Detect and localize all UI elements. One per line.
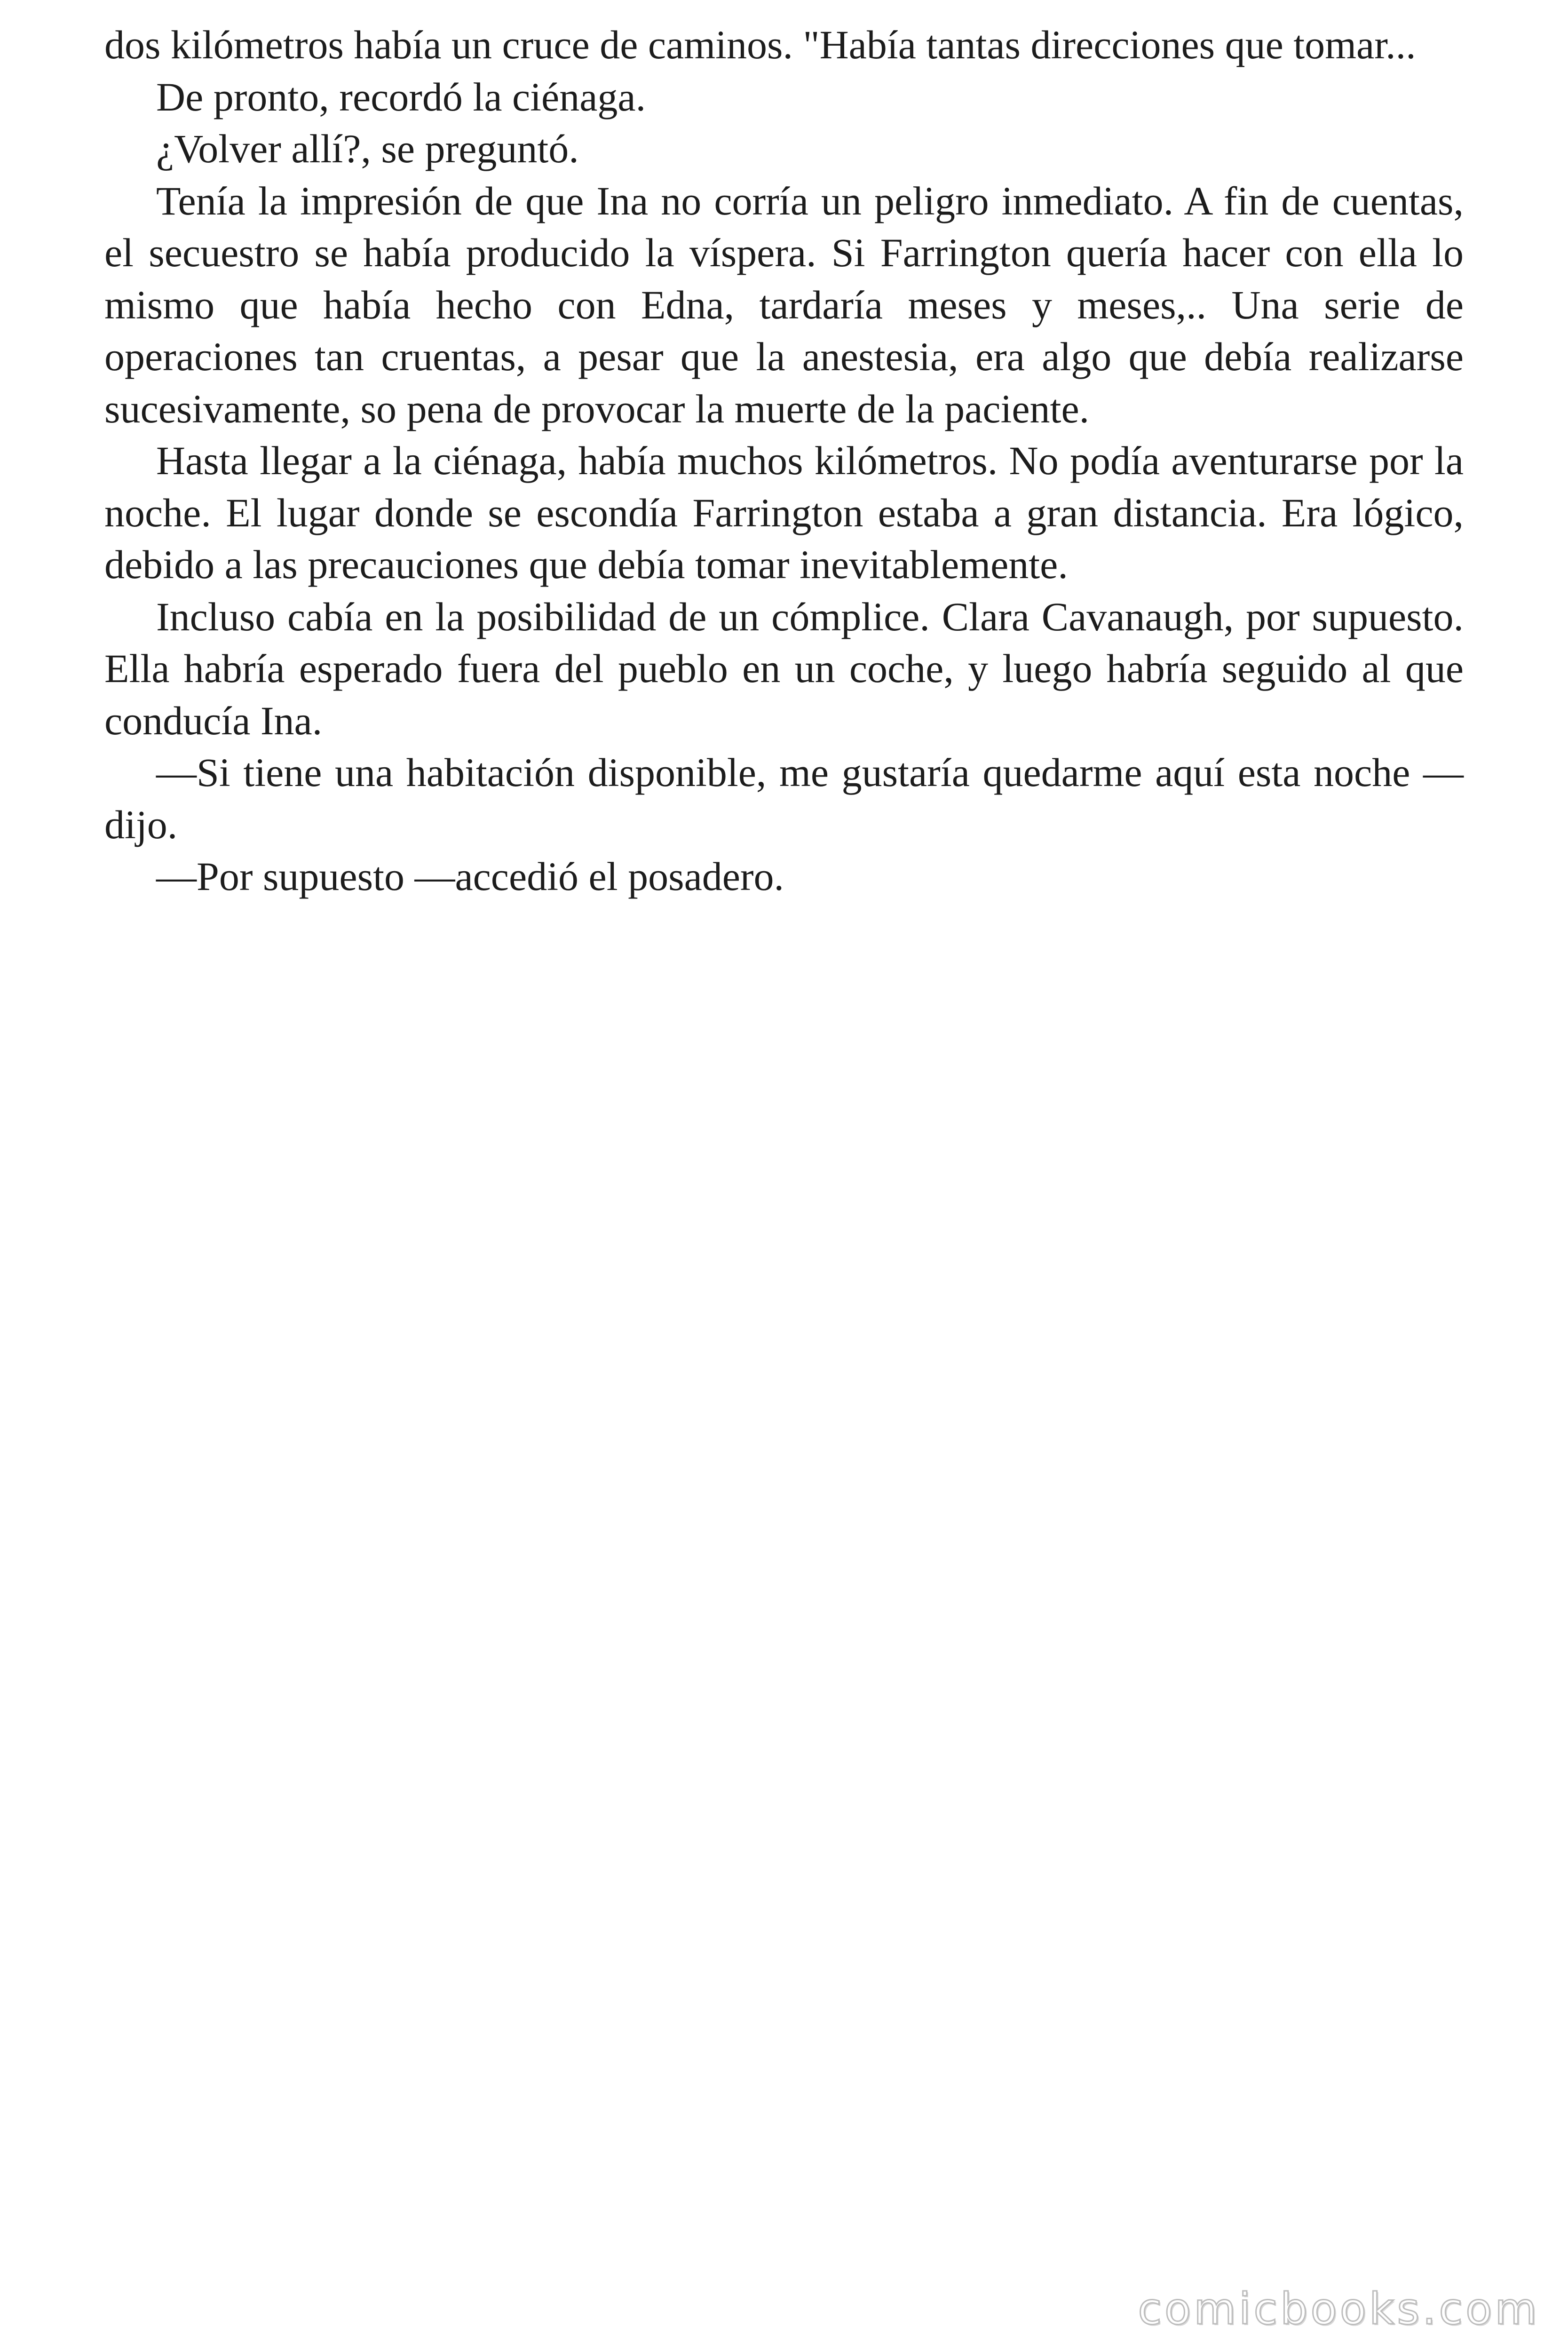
paragraph: De pronto, recordó la ciénaga. — [156, 74, 646, 119]
dialogue-paragraph: —Por supuesto —accedió el posadero. — [156, 854, 784, 899]
paragraph: Hasta llegar a la ciénaga, había muchos kilómetros. No podía aventurarse por la noche. El lugar donde se escondía Farrington estaba a gran distancia. Era lógico, debido a las precauciones que debía tomar inevitablemente. — [104, 438, 1464, 587]
paragraph: Incluso cabía en la posibilidad de un cómplice. Clara Cavanaugh, por supuesto. Ella habría esperado fuera del pueblo en un coche, y luego habría seguido al que conducía Ina. — [104, 594, 1464, 743]
watermark: comicbooks.com — [1138, 2284, 1540, 2334]
dialogue-paragraph: —Si tiene una habitación disponible, me gustaría quedarme aquí esta noche —dijo. — [104, 750, 1464, 847]
paragraph: Tenía la impresión de que Ina no corría un peligro inmediato. A fin de cuentas, el secuestro se había producido la víspera. Si Farrington quería hacer con ella lo mismo que había hecho con Edna, tardaría meses y meses,.. Una serie de operaciones tan cruentas, a pesar que la anestesia, era algo que debía realizarse sucesivamente, so pena de provocar la muerte de la paciente. — [104, 178, 1464, 431]
paragraph-continued: dos kilómetros había un cruce de caminos. "Había tantas direcciones que tomar... — [104, 22, 1416, 67]
page-text — [104, 19, 1464, 903]
paragraph: ¿Volver allí?, se preguntó. — [156, 126, 579, 171]
